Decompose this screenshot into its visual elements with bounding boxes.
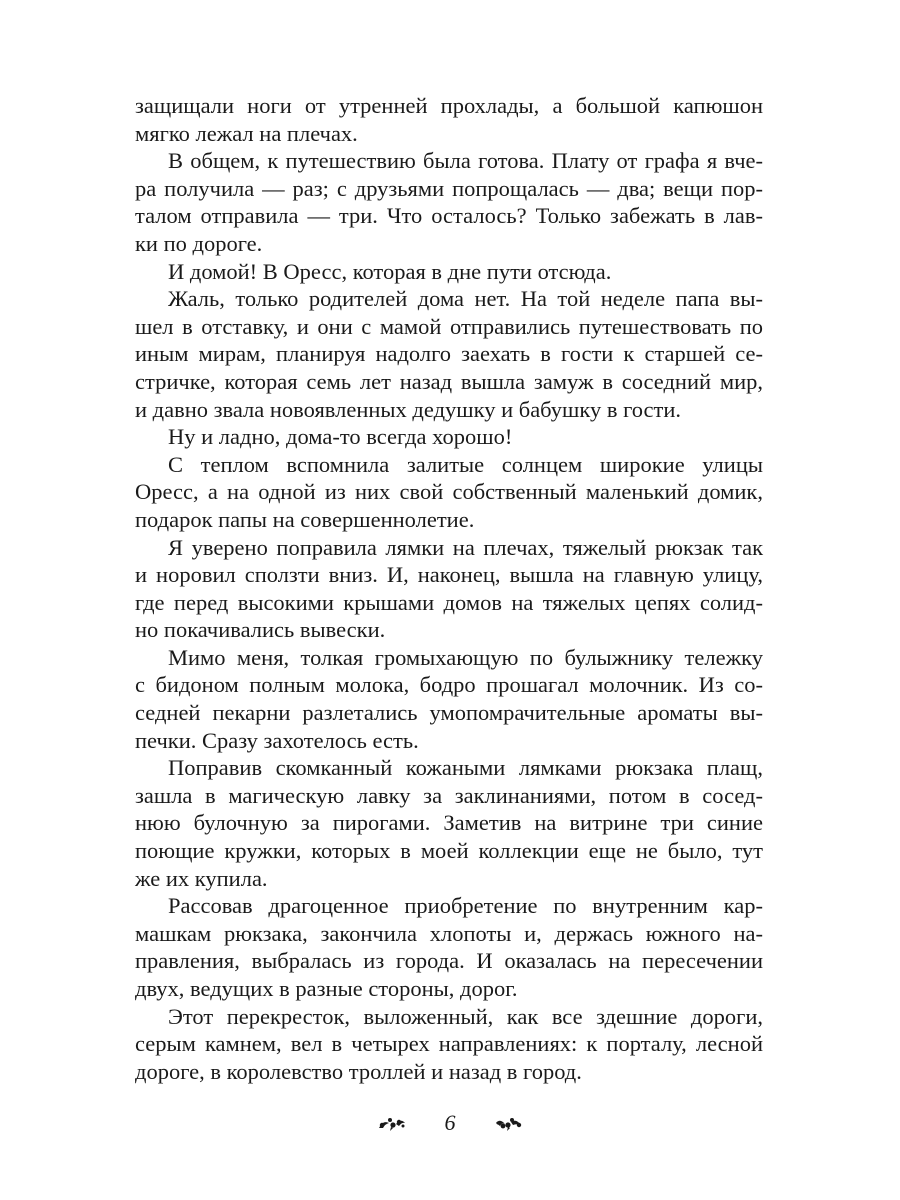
paragraph: [135, 147, 763, 257]
text-line: С теплом вспомнила залитые солнцем широкие улицы: [168, 451, 763, 477]
text-line: шел в отставку, и они с мамой отправились путешествовать по: [135, 313, 763, 339]
text-line: поющие кружки, которых в моей коллекции еще не было, тут: [135, 838, 763, 864]
text-line: зашла в магическую лавку за заклинаниями, потом в сосед-: [135, 782, 763, 808]
text-line: Жаль, только родителей дома нет. На той неделе папа вы-: [168, 286, 763, 312]
text-line: и давно звала новоявленных дедушку и бабушку в гости.: [135, 396, 682, 422]
text-line: машкам рюкзака, закончила хлопоты и, держась южного на-: [135, 920, 763, 946]
paragraph: [135, 754, 763, 892]
page-body: [135, 92, 763, 1085]
paragraph: [135, 451, 763, 534]
text-line: Рассовав драгоценное приобретение по внутренним кар-: [168, 893, 763, 919]
text-line: печки. Сразу захотелось есть.: [135, 727, 419, 753]
text-line: ки по дороге.: [135, 230, 263, 256]
text-line: Этот перекресток, выложенный, как все здешние дороги,: [168, 1003, 763, 1029]
text-line: но покачивались вывески.: [135, 617, 386, 643]
page-number: 6: [444, 1110, 456, 1135]
paragraph: [135, 92, 763, 147]
text-line: где перед высокими крышами домов на тяжелых цепях солид-: [135, 589, 763, 615]
paragraph: [135, 423, 763, 451]
text-line: двух, ведущих в разные стороны, дорог.: [135, 976, 518, 1001]
text-line: талом отправила — три. Что осталось? Только забежать в лав-: [135, 203, 763, 229]
text-line: и норовил сползти вниз. И, наконец, вышла на главную улицу,: [135, 562, 763, 588]
page-footer: [0, 1110, 900, 1136]
text-line: Оресс, а на одной из них свой собственный маленький домик,: [135, 479, 763, 505]
text-line: с бидоном полным молока, бодро прошагал молочник. Из со-: [135, 672, 763, 698]
text-line: мягко лежал на плечах.: [135, 120, 358, 146]
text-line: И домой! В Оресс, которая в дне пути отсюда.: [168, 258, 612, 284]
text-line: Поправив скомканный кожаными лямками рюкзака плащ,: [168, 755, 763, 781]
text-line: нюю булочную за пирогами. Заметив на витрине три синие: [135, 810, 763, 836]
text-line: серым камнем, вел в четырех направлениях: к порталу, лесной: [135, 1031, 763, 1057]
text-line: Мимо меня, толкая громыхающую по булыжнику тележку: [168, 644, 763, 670]
text-line: иным мирам, планируя надолго заехать в гости к старшей се-: [135, 341, 763, 367]
paragraph: [135, 258, 763, 286]
paragraph: [135, 1003, 763, 1086]
floral-ornament-right-icon: [494, 1114, 524, 1132]
text-line: правления, выбралась из города. И оказалась на пересечении: [135, 948, 763, 974]
text-line: же их купила.: [135, 865, 268, 891]
text-line: седней пекарни разлетались умопомрачительные ароматы вы-: [135, 700, 763, 726]
paragraph: [135, 285, 763, 423]
text-line: ра получила — раз; с друзьями попрощалась — два; вещи пор-: [135, 175, 763, 201]
text-line: дороге, в королевство троллей и назад в город.: [135, 1058, 582, 1084]
text-line: стричке, которая семь лет назад вышла замуж в соседний мир,: [135, 368, 763, 394]
text-line: В общем, к путешествию была готова. Плату от графа я вче-: [168, 148, 763, 174]
text-line: подарок папы на совершеннолетие.: [135, 506, 475, 532]
text-line: Ну и ладно, дома-то всегда хорошо!: [168, 424, 513, 450]
floral-ornament-left-icon: [377, 1114, 407, 1132]
paragraph: [135, 644, 763, 754]
text-line: защищали ноги от утренней прохлады, а большой капюшон: [135, 93, 763, 118]
paragraph: [135, 534, 763, 644]
paragraph: [135, 892, 763, 1002]
text-line: Я уверено поправила лямки на плечах, тяжелый рюкзак так: [168, 534, 763, 560]
